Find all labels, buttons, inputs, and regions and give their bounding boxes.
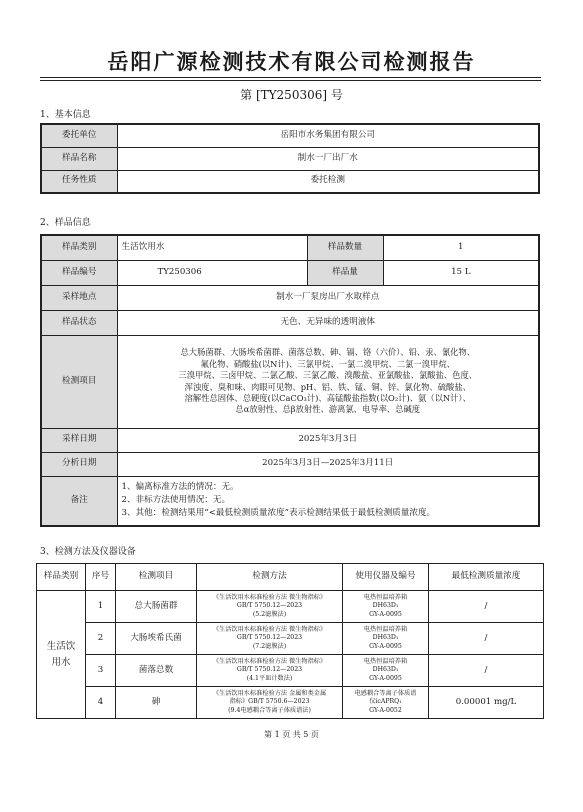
category-cell: 生活饮用水 (37, 591, 86, 719)
task-nature-value: 委托检测 (117, 170, 539, 193)
task-nature-label: 任务性质 (41, 170, 117, 193)
sample-info-table (40, 234, 540, 527)
basic-info-row (41, 124, 539, 147)
method-table (36, 563, 544, 719)
remark-line: 1、偏离标准方法的情况：无。 (121, 482, 239, 493)
col-header: 检测方法 (197, 564, 343, 591)
sampling-site-value: 制水一厂泵房出厂水取样点 (117, 285, 539, 310)
test-items-line: 氟化物、硝酸盐(以N计)、三氯甲烷、一氯二溴甲烷、二氯一溴甲烷、 (200, 358, 455, 369)
analysis-date-label: 分析日期 (41, 452, 117, 476)
sample-amount-value: 15 L (383, 260, 539, 285)
row-instrument (343, 655, 429, 687)
row-limit: / (429, 623, 544, 655)
instrument-line: DH63D₁ (372, 634, 399, 642)
instrument-line: 电热恒温培养箱 (363, 594, 408, 602)
col-header: 使用仪器及编号 (343, 564, 429, 591)
method-line: GB/T 5750.12—2023 (236, 634, 303, 642)
remarks-value (117, 476, 539, 526)
method-line: 指标》GB/T 5750.6—2023 (229, 698, 310, 706)
instrument-line: GY-A-0052 (369, 706, 402, 714)
sample-no-value: TY250306 (117, 260, 307, 285)
test-items-line: 溶解性总固体、总硬度(以CaCO₃计)、高锰酸盐指数(以O₂计)、氨（以N计）、 (184, 392, 471, 403)
col-header: 检测项目 (116, 564, 197, 591)
test-items-line: 总大肠菌群、大肠埃希菌群、菌落总数、砷、镉、铬（六价）、铅、汞、氰化物、 (180, 347, 476, 358)
row-no: 2 (86, 623, 116, 655)
row-item: 大肠埃希氏菌 (116, 623, 197, 655)
sample-name-label: 样品名称 (41, 147, 117, 170)
row-item: 菌落总数 (116, 655, 197, 687)
instrument-line: GY-A-0095 (369, 642, 402, 650)
table-row (37, 591, 544, 623)
col-header: 样品类别 (37, 564, 86, 591)
test-items-line: 总α放射性、总β放射性、游离氯、电导率、总碱度 (235, 404, 421, 415)
basic-info-row (41, 147, 539, 170)
col-header: 序号 (86, 564, 116, 591)
method-line: (7.2滤膜法) (252, 642, 287, 650)
client-value: 岳阳市水务集团有限公司 (117, 124, 539, 147)
sample-type-label: 样品类别 (41, 235, 117, 260)
section2-heading: 2、样品信息 (40, 218, 91, 228)
method-line: 《生活饮用水标准检验方法 微生物指标》 (212, 594, 327, 602)
title-rule-thin (40, 80, 541, 81)
basic-info-row (41, 170, 539, 193)
remark-line: 3、其他：检测结果用“<最低检测质量浓度”表示检测结果低于最低检测质量浓度。 (121, 508, 436, 519)
method-line: GB/T 5750.12—2023 (236, 666, 303, 674)
sample-amount-label: 样品量 (307, 260, 383, 285)
test-items-line: 三溴甲烷、三卤甲烷、二氯乙酸、三氯乙酸、溴酸盐、亚氯酸盐、氯酸盐、色度、 (178, 370, 478, 381)
row-instrument (343, 687, 429, 719)
row-method (197, 591, 343, 623)
sampling-site-label: 采样地点 (41, 285, 117, 310)
analysis-date-value: 2025年3月3日—2025年3月11日 (117, 452, 539, 476)
sample-qty-label: 样品数量 (307, 235, 383, 260)
basic-info-table (40, 123, 540, 194)
method-line: (4.1平皿计数法) (246, 674, 293, 682)
row-instrument (343, 623, 429, 655)
method-line: GB/T 5750.12—2023 (236, 602, 303, 610)
method-line: 《生活饮用水标准检验方法 微生物指标》 (212, 658, 327, 666)
page-number: 第 1 页 共 5 页 (264, 730, 319, 739)
instrument-line: 电感耦合等离子体质谱 (354, 690, 417, 698)
section3-heading: 3、检测方法及仪器设备 (40, 547, 136, 557)
row-limit: / (429, 655, 544, 687)
sampling-date-value: 2025年3月3日 (117, 428, 539, 452)
table-row (37, 655, 544, 687)
row-no: 4 (86, 687, 116, 719)
title-rule-thick (40, 77, 541, 78)
row-no: 3 (86, 655, 116, 687)
method-line: (9.4电感耦合等离子体质谱法) (228, 706, 311, 714)
table-row (37, 623, 544, 655)
row-limit: / (429, 591, 544, 623)
method-line: (5.2滤膜法) (252, 610, 287, 618)
method-line: 《生活饮用水标准检验方法 金属和类金属 (212, 690, 327, 698)
test-items-value (117, 335, 539, 428)
instrument-line: 电热恒温培养箱 (363, 658, 408, 666)
remarks-label: 备注 (41, 476, 117, 526)
sample-qty-value: 1 (383, 235, 539, 260)
method-line: 《生活饮用水标准检验方法 微生物指标》 (212, 626, 327, 634)
sample-state-value: 无色、无异味的透明液体 (117, 310, 539, 335)
sample-no-label: 样品编号 (41, 260, 117, 285)
remark-line: 2、非标方法使用情况：无。 (121, 495, 231, 506)
row-no: 1 (86, 591, 116, 623)
test-items-label: 检测项目 (41, 335, 117, 428)
instrument-line: DH63D₁ (372, 602, 399, 610)
sample-name-value: 制水一厂出厂水 (117, 147, 539, 170)
instrument-line: 电热恒温培养箱 (363, 626, 408, 634)
row-method (197, 687, 343, 719)
row-limit: 0.00001 mg/L (429, 687, 544, 719)
report-title: 岳阳广源检测技术有限公司检测报告 (107, 50, 476, 74)
col-header: 最低检测质量浓度 (429, 564, 544, 591)
instrument-line: DH63D₁ (372, 666, 399, 674)
row-method (197, 623, 343, 655)
sampling-date-label: 采样日期 (41, 428, 117, 452)
row-item: 砷 (116, 687, 197, 719)
row-instrument (343, 591, 429, 623)
row-method (197, 655, 343, 687)
client-label: 委托单位 (41, 124, 117, 147)
method-table-header (37, 564, 544, 591)
report-number: 第 [TY250306] 号 (240, 88, 343, 102)
test-items-line: 浑浊度、臭和味、肉眼可见物、pH、铝、铁、锰、铜、锌、氯化物、硫酸盐、 (184, 381, 471, 392)
instrument-line: 仪icAPRQ₁ (369, 698, 402, 706)
instrument-line: GY-A-0095 (369, 674, 402, 682)
section1-heading: 1、基本信息 (40, 110, 91, 120)
instrument-line: GY-A-0095 (369, 610, 402, 618)
table-row (37, 687, 544, 719)
sample-state-label: 样品状态 (41, 310, 117, 335)
row-item: 总大肠菌群 (116, 591, 197, 623)
seal-stamp-fragment (569, 330, 583, 450)
sample-type-value: 生活饮用水 (117, 235, 307, 260)
